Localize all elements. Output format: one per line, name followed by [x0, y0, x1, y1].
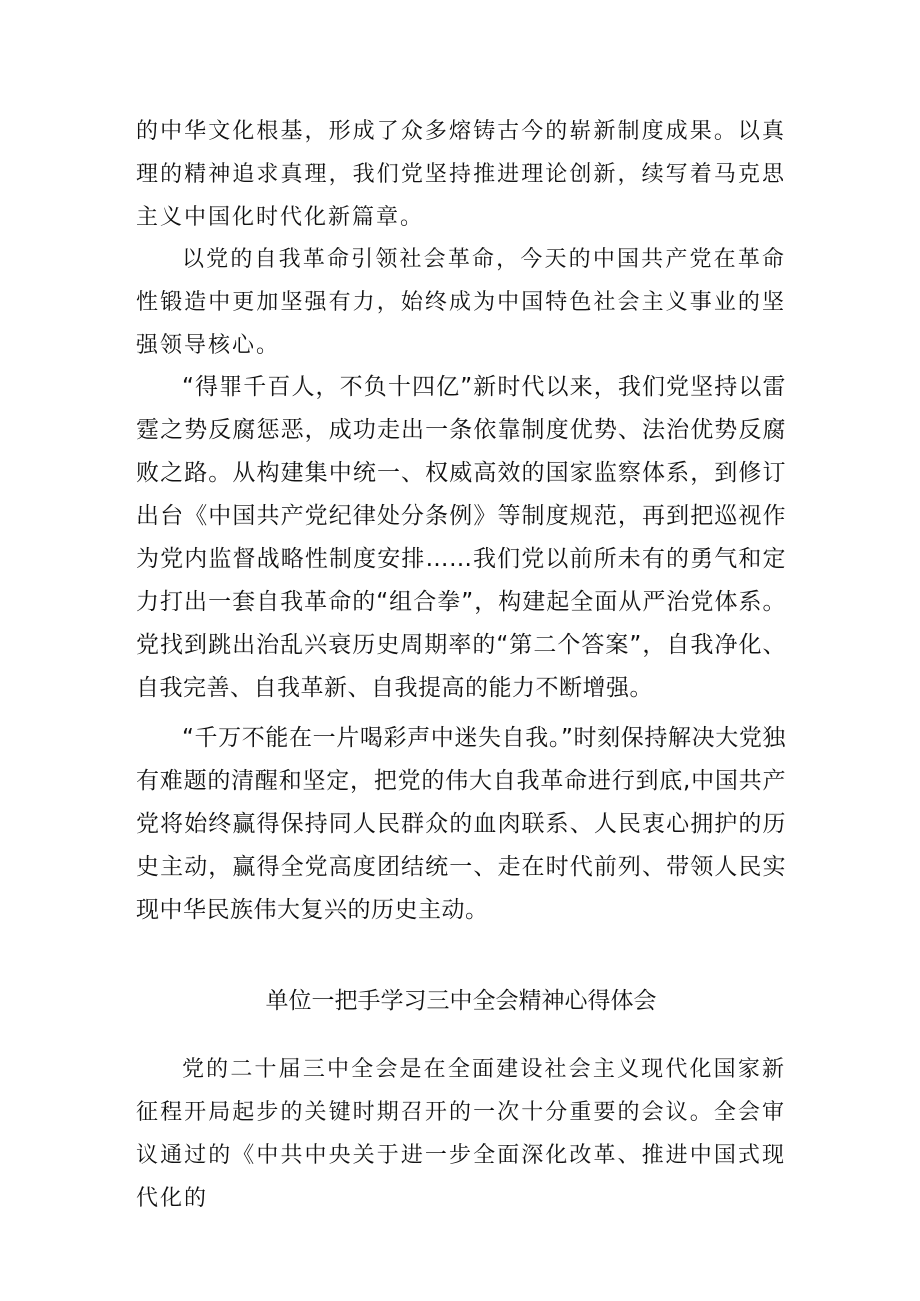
paragraph-anti-corruption: “得罪千百人，不负十四亿”新时代以来，我们党坚持以雷霆之势反腐惩恶，成功走出一条依靠制度优势、法治优势反腐败之路。从构建集中统一、权威高效的国家监察体系，到修订出台《中国共产党纪律处分条例》等制度规范，再到把巡视作为党内监督战略性制度安排……我们党以前所未有的勇气和定力打出一套自我革命的“组合拳”，构建起全面从严治党体系。党找到跳出治乱兴衰历史周期率的“第二个答案”，自我净化、自我完善、自我革新、自我提高的能力不断增强。 [136, 374, 786, 701]
section-title: 单位一把手学习三中全会精神心得体会 [265, 988, 657, 1014]
paragraph-continuation: 的中华文化根基，形成了众多熔铸古今的崭新制度成果。以真理的精神追求真理，我们党坚持推进理论创新，续写着马克思主义中国化时代化新篇章。 [136, 119, 786, 230]
paragraph-historical-initiative: “千万不能在一片喝彩声中迷失自我。”时刻保持解决大党独有难题的清醒和坚定，把党的伟大自我革命进行到底,中国共产党将始终赢得保持同人民群众的血肉联系、人民衷心拥护的历史主动，赢得全党高度团结统一、走在时代前列、带领人民实现中华民族伟大复兴的历史主动。 [136, 725, 786, 923]
section-paragraph: 党的二十届三中全会是在全面建设社会主义现代化国家新征程开局起步的关键时期召开的一次十分重要的会议。全会审议通过的《中共中央关于进一步全面深化改革、推进中国式现代化的 [136, 1057, 786, 1211]
paragraph-self-revolution: 以党的自我革命引领社会革命，今天的中国共产党在革命性锻造中更加坚强有力，始终成为中国特色社会主义事业的坚强领导核心。 [136, 247, 786, 358]
